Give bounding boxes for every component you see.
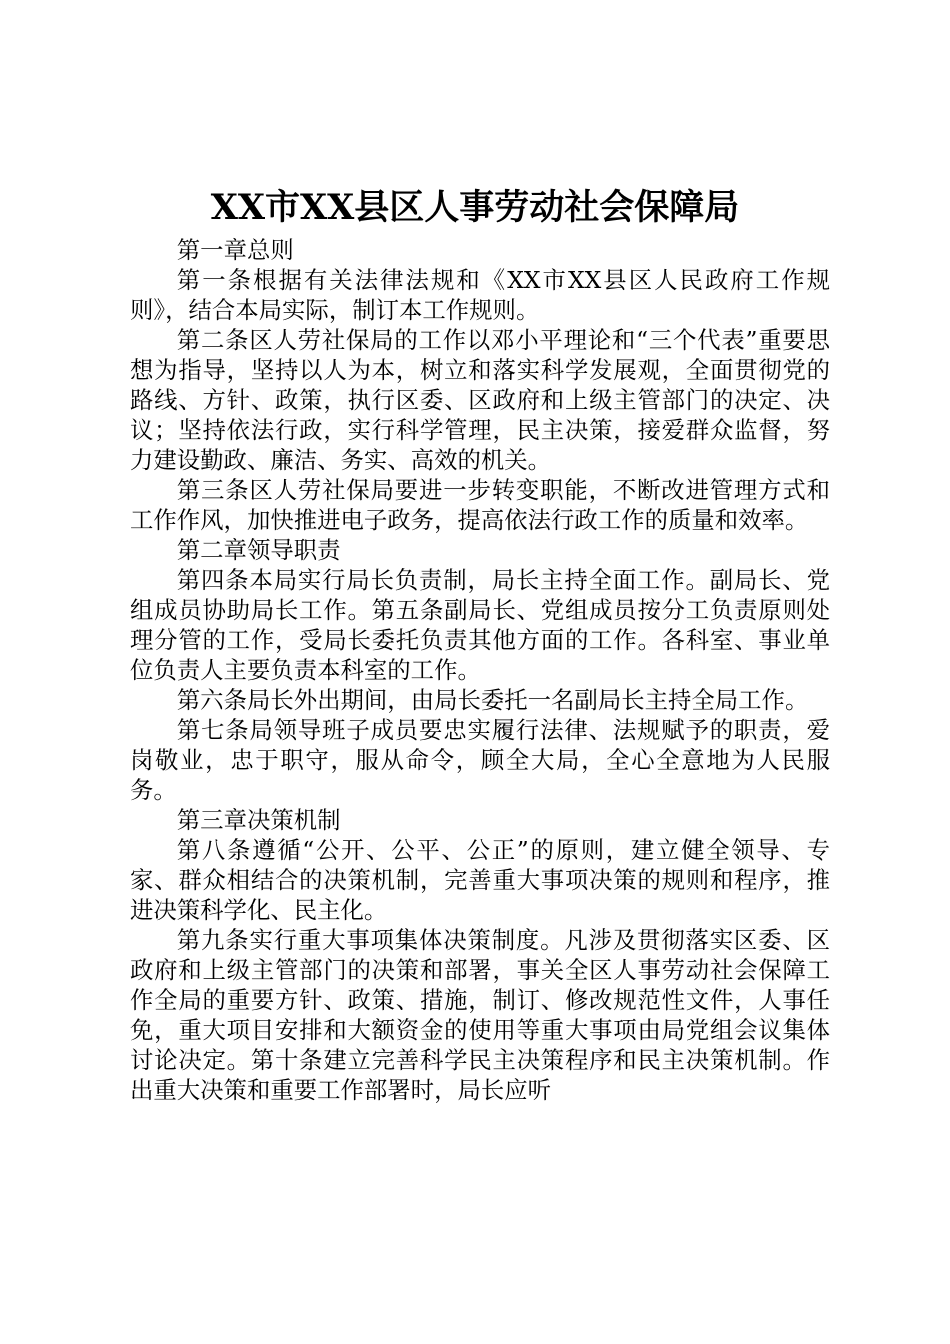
article-paragraph: 第一条根据有关法律法规和《XX市XX县区人民政府工作规则》，结合本局实际，制订本工作规则。	[130, 266, 830, 324]
article-paragraph: 第八条遵循“公开、公平、公正”的原则，建立健全领导、专家、群众相结合的决策机制，完善重大事项决策的规则和程序，推进决策科学化、民主化。	[130, 836, 830, 924]
article-paragraph: 第七条局领导班子成员要忠实履行法律、法规赋予的职责，爱岗敬业，忠于职守，服从命令，顾全大局，全心全意地为人民服务。	[130, 716, 830, 804]
article-paragraph: 第三条区人劳社保局要进一步转变职能，不断改进管理方式和工作作风，加快推进电子政务，提高依法行政工作的质量和效率。	[130, 476, 830, 534]
article-paragraph: 第六条局长外出期间，由局长委托一名副局长主持全局工作。	[176, 686, 809, 714]
article-paragraph: 第二条区人劳社保局的工作以邓小平理论和“三个代表”重要思想为指导，坚持以人为本，树立和落实科学发展观，全面贯彻党的路线、方针、政策，执行区委、区政府和上级主管部门的决定、决议；坚持依法行政，实行科学管理，民主决策，接爱群众监督，努力建设勤政、廉洁、务实、高效的机关。	[130, 326, 830, 474]
article-paragraph: 第四条本局实行局长负责制，局长主持全面工作。副局长、党组成员协助局长工作。第五条副局长、党组成员按分工负责原则处理分管的工作，受局长委托负责其他方面的工作。各科室、事业单位负责人主要负责本科室的工作。	[130, 566, 830, 684]
article-paragraph: 第九条实行重大事项集体决策制度。凡涉及贯彻落实区委、区政府和上级主管部门的决策和部署，事关全区人事劳动社会保障工作全局的重要方针、政策、措施，制订、修改规范性文件，人事任免，重大项目安排和大额资金的使用等重大事项由局党组会议集体讨论决定。第十条建立完善科学民主决策程序和民主决策机制。作出重大决策和重要工作部署时，局长应听	[130, 926, 830, 1104]
chapter-heading: 第三章决策机制	[176, 806, 341, 834]
document-title: XX市XX县区人事劳动社会保障局	[210, 187, 740, 228]
document-body	[130, 235, 830, 1105]
chapter-heading: 第二章领导职责	[176, 536, 341, 564]
chapter-heading: 第一章总则	[176, 236, 294, 264]
